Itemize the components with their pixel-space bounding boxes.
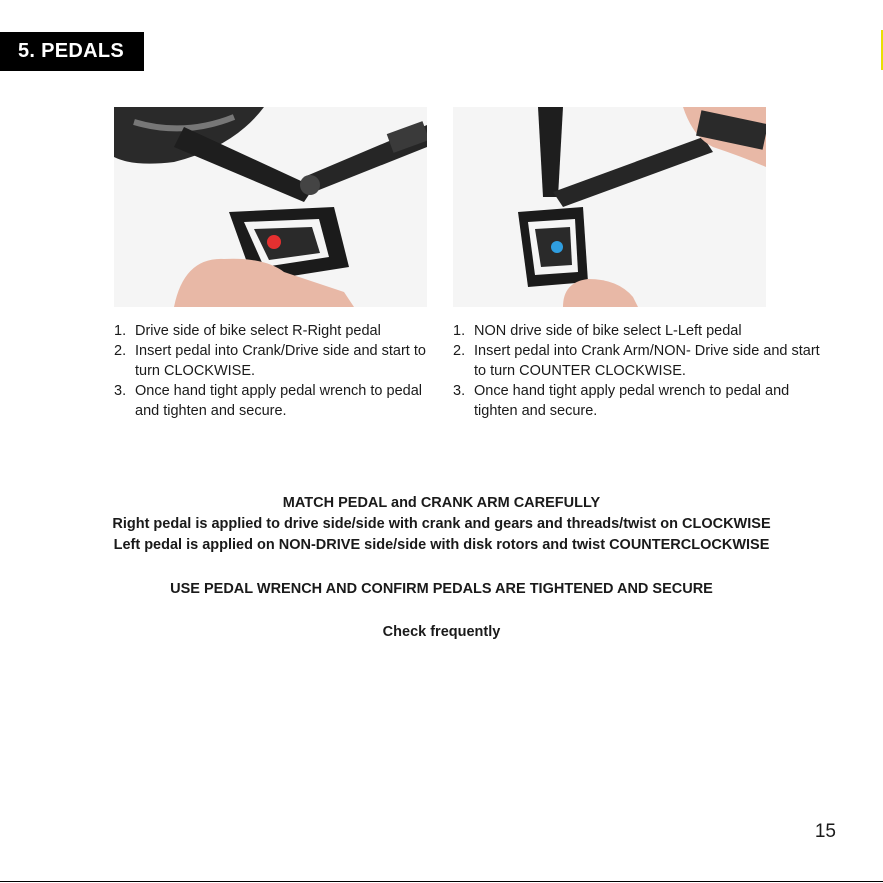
list-item: 3. Once hand tight apply pedal wrench to pedal and tighten and secure. (114, 383, 422, 419)
notice-heading: MATCH PEDAL and CRANK ARM CAREFULLY (282, 495, 601, 511)
left-pedal-marker (551, 241, 563, 253)
list-item: 2. Insert pedal into Crank Arm/NON- Drive side and start to turn COUNTER CLOCKWISE. (453, 343, 820, 379)
bottom-divider (0, 881, 883, 882)
notice-left-pedal: Left pedal is applied on NON-DRIVE side/side with disk rotors and twist COUNTERCLOCKWISE (113, 537, 770, 553)
notice-check: Check frequently (382, 624, 501, 640)
photo-drive-side (114, 107, 427, 307)
list-item: 2. Insert pedal into Crank/Drive side and start to turn CLOCKWISE. (114, 343, 426, 379)
right-pedal-marker (267, 235, 281, 249)
photo-non-drive-side (453, 107, 766, 307)
drive-side-steps (114, 321, 444, 421)
section-title: 5. PEDALS (0, 32, 144, 71)
non-drive-side-steps (453, 321, 833, 421)
page-number: 15 (814, 821, 836, 842)
notice-right-pedal: Right pedal is applied to drive side/side with crank and gears and threads/twist on CLOCKWISE (112, 516, 771, 532)
notice-wrench: USE PEDAL WRENCH AND CONFIRM PEDALS ARE TIGHTENED AND SECURE (170, 581, 713, 597)
list-item: 1. NON drive side of bike select L-Left pedal (453, 323, 742, 339)
list-item: 3. Once hand tight apply pedal wrench to pedal and tighten and secure. (453, 383, 790, 419)
list-item: 1. Drive side of bike select R-Right pedal (114, 323, 381, 339)
